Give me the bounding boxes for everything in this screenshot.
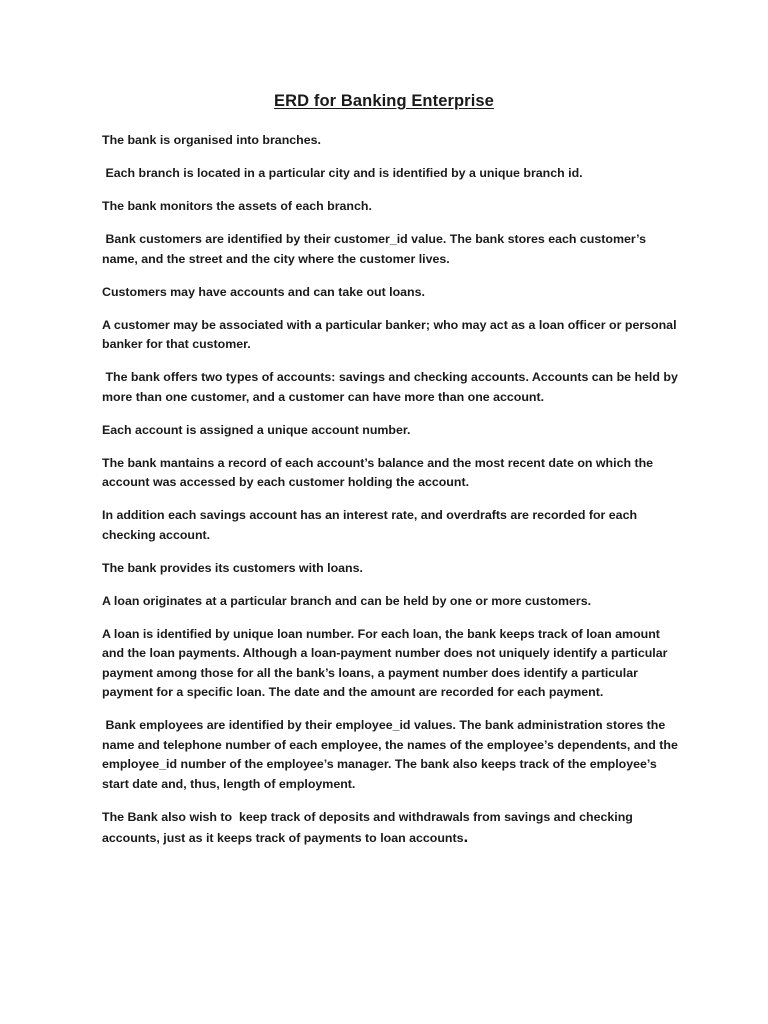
paragraph-9: The bank mantains a record of each account’s balance and the most recent date on which the account was accessed by each customer holding the account. xyxy=(102,455,657,489)
page-title: ERD for Banking Enterprise xyxy=(274,92,494,110)
paragraph-14: Bank employees are identified by their employee_id values. The bank administration stores the name and telephone number of each employee, the names of the employee’s dependents, and the employee_id number of the employee’s manager. The bank also keeps track of the employee’s start date and, thus, length of employment. xyxy=(102,718,682,791)
paragraph-5: Customers may have accounts and can take out loans. xyxy=(102,284,425,299)
paragraph-11: The bank provides its customers with loans. xyxy=(102,560,363,575)
paragraph-12: A loan originates at a particular branch and can be held by one or more customers. xyxy=(102,593,592,608)
paragraph-3: The bank monitors the assets of each branch. xyxy=(102,199,372,213)
paragraph-6: A customer may be associated with a particular banker; who may act as a loan officer or personal banker for that customer. xyxy=(102,317,680,351)
paragraph-2: Each branch is located in a particular city and is identified by a unique branch id. xyxy=(102,166,583,180)
paragraph-1: The bank is organised into branches. xyxy=(102,133,321,147)
paragraph-10: In addition each savings account has an interest rate, and overdrafts are recorded for each checking account. xyxy=(102,508,641,542)
paragraph-8: Each account is assigned a unique account number. xyxy=(102,422,411,437)
paragraph-15-text: The Bank also wish to keep track of deposits and withdrawals from savings and checking accounts, just as it keeps track of payments to loan accounts xyxy=(102,809,637,845)
paragraph-4: Bank customers are identified by their customer_id value. The bank stores each customer’s name, and the street and the city where the customer lives. xyxy=(102,232,650,266)
paragraph-15-period: . xyxy=(463,827,469,846)
paragraph-13: A loan is identified by unique loan number. For each loan, the bank keeps track of loan amount and the loan payments. Although a loan-payment number does not uniquely identify a particular payment among those for all the bank’s loans, a payment number does identify a particular payment for a specific loan. The date and the amount are recorded for each payment. xyxy=(102,626,671,699)
paragraph-7: The bank offers two types of accounts: savings and checking accounts. Accounts can be held by more than one customer, and a customer can have more than one account. xyxy=(102,370,682,404)
document-body xyxy=(102,131,682,862)
paragraph-15 xyxy=(102,808,682,849)
